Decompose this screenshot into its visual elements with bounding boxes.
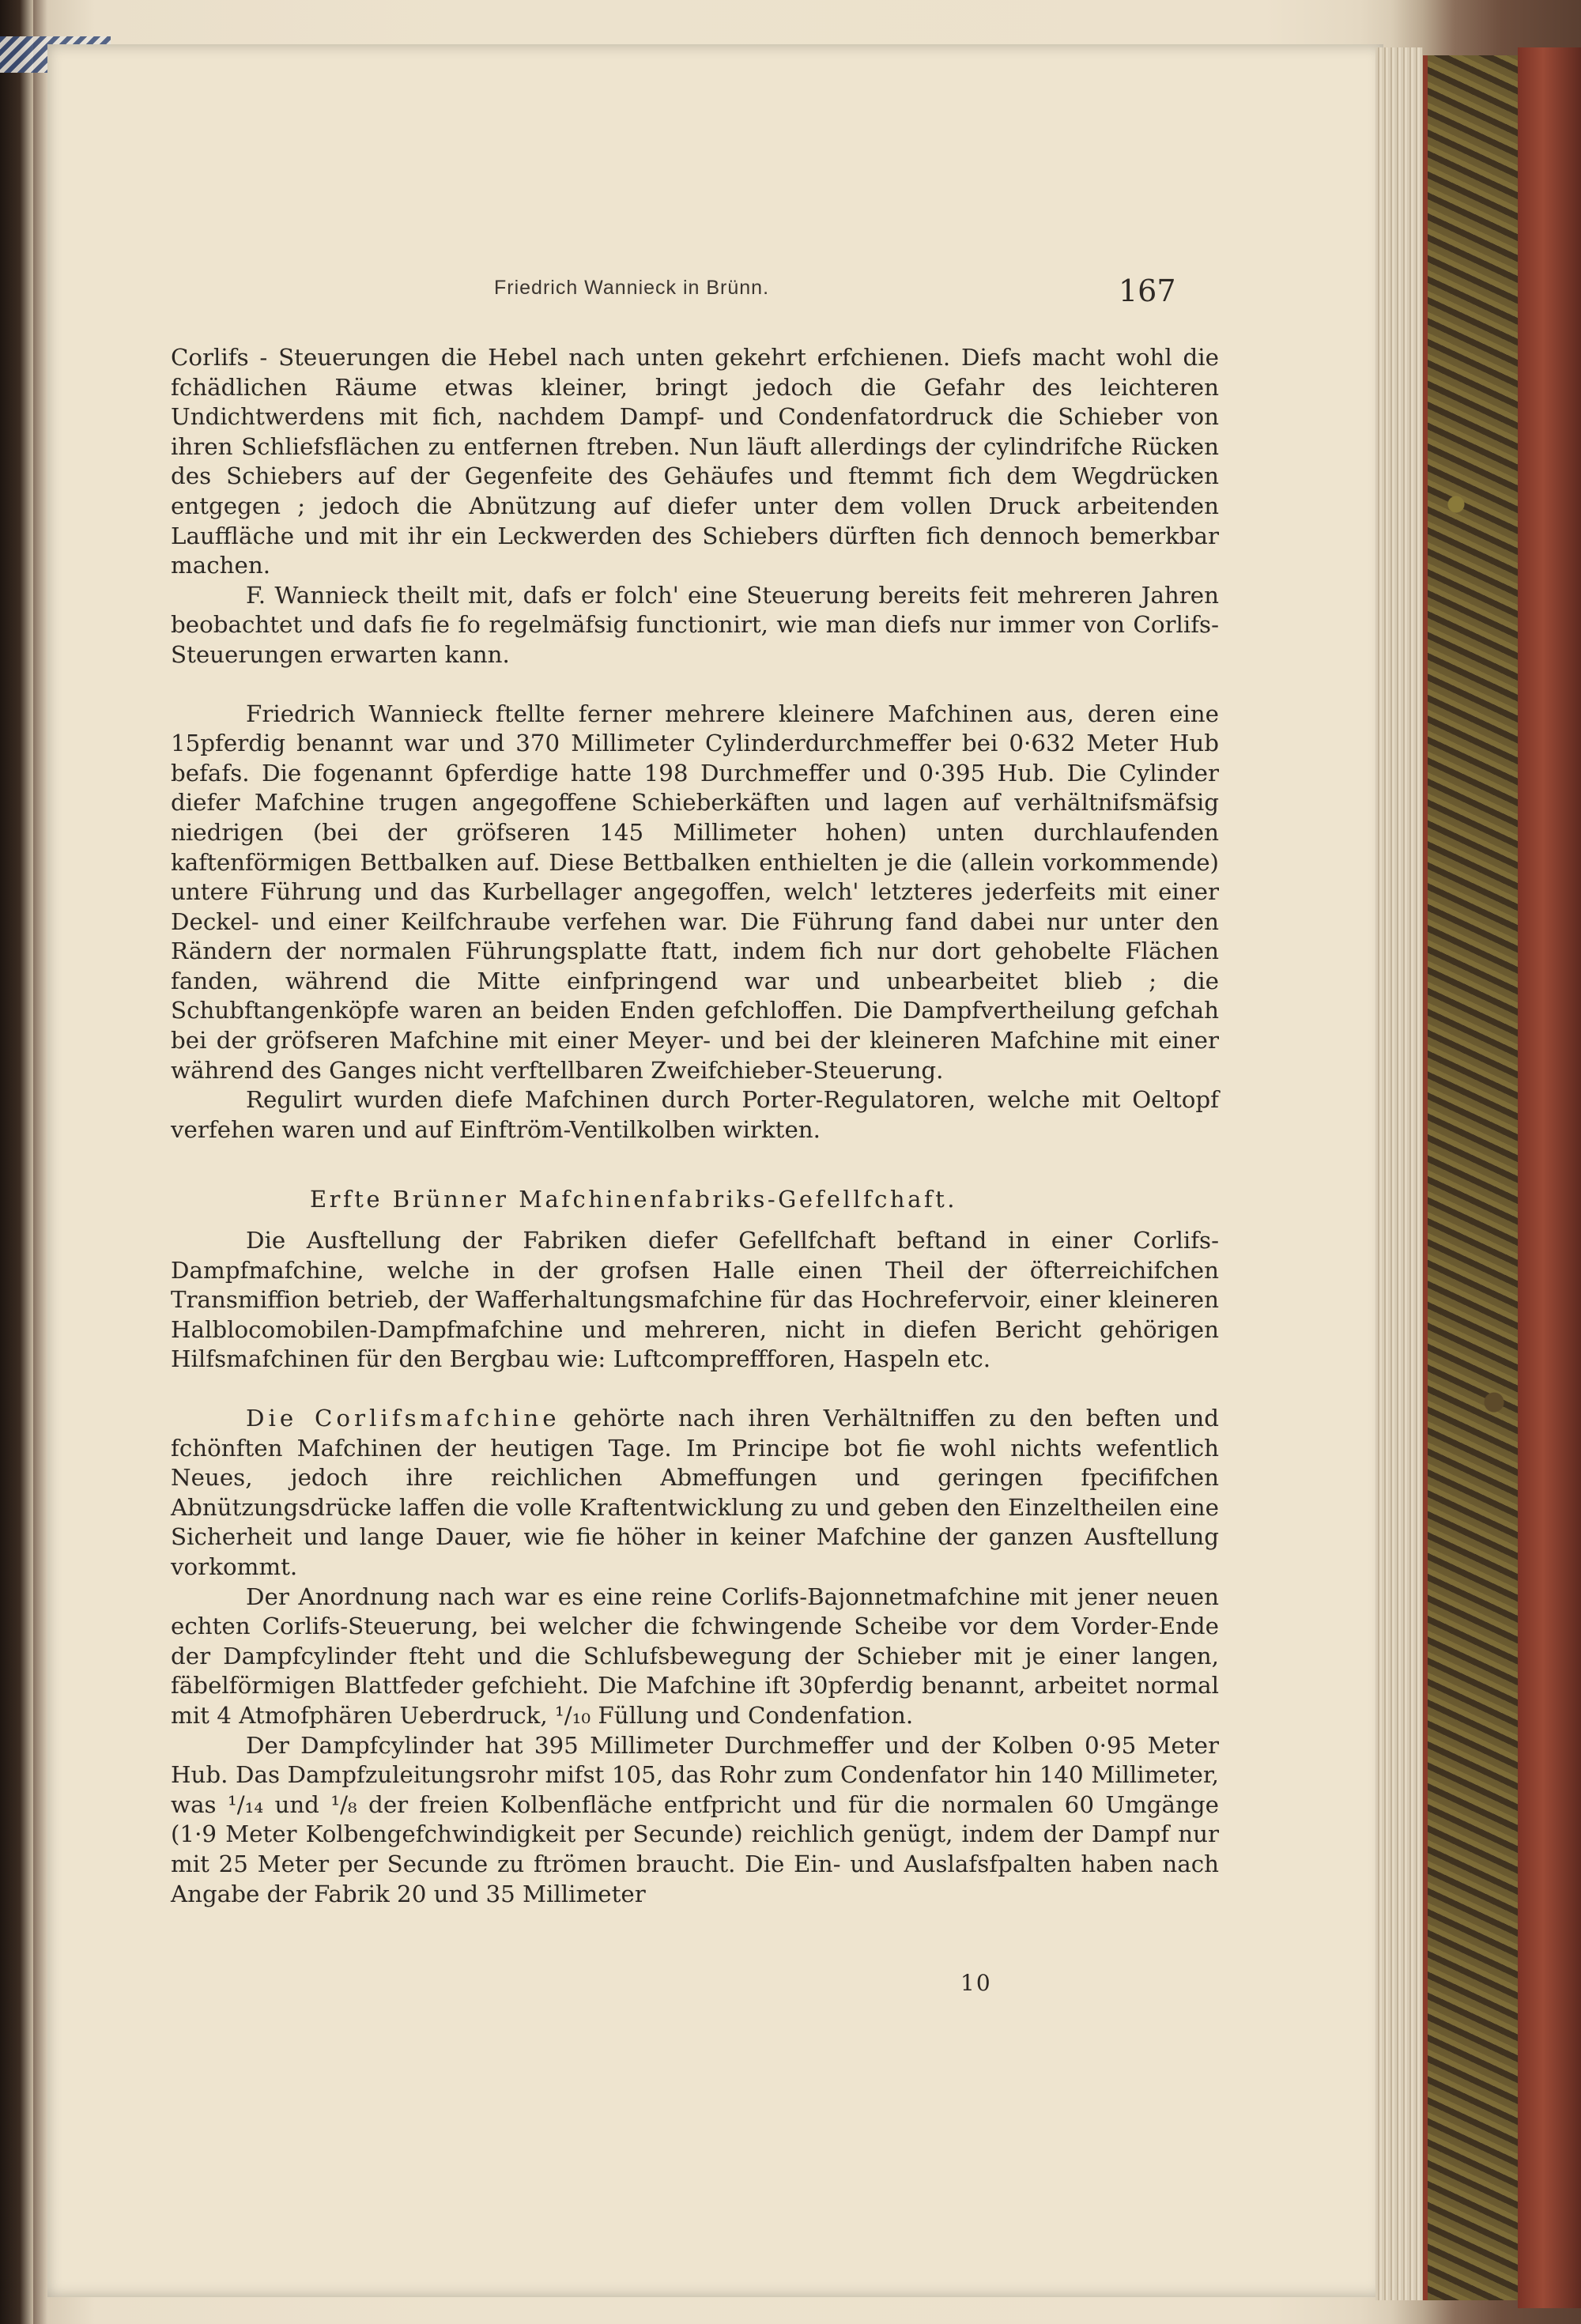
facing-page-edge bbox=[0, 0, 33, 2324]
paragraph-6-text: gehörte nach ihren Verhältniffen zu den beften und fchönften Mafchinen der heutigen Tage. Im Principe bot fie wohl nichts wefentlich Neues, jedoch ihre reichlichen Abmeffungen und geringen fpecififchen Abnützungsdrücke laffen die volle Kraftentwicklung zu und geben den Einzeltheilen eine Sicherheit und lange Dauer, wie fie höher in keiner Mafchine der ganzen Ausftellung vorkommt. bbox=[171, 1405, 1219, 1580]
paragraph-6 bbox=[171, 1404, 1219, 1583]
page-stack-edges bbox=[1375, 47, 1423, 2300]
page-number: 167 bbox=[1119, 274, 1176, 308]
marbled-cover-board bbox=[1423, 55, 1523, 2300]
leather-spine-edge bbox=[1518, 47, 1581, 2308]
paragraph-7: Der Anordnung nach war es eine reine Corlifs-Bajonnetmafchine mit jener neuen echten Corlifs-Steuerung, bei welcher die fchwingende Scheibe vor dem Vorder-Ende der Dampfcylinder fteht und die Schlufsbewegung der Schieber mit je einer langen, fäbelförmigen Blattfeder gefchieht. Die Mafchine ift 30pferdig benannt, arbeitet normal mit 4 Atmofphären Ueberdruck, ¹/₁₀ Füllung und Condenfation. bbox=[171, 1583, 1219, 1729]
main-text bbox=[171, 343, 1219, 1909]
paragraph-4: Regulirt wurden diefe Mafchinen durch Porter-Regulatoren, welche mit Oeltopf verfehen waren und auf Einftröm-Ventilkolben wirkten. bbox=[171, 1086, 1219, 1143]
paragraph-2: F. Wannieck theilt mit, dafs er folch' eine Steuerung bereits feit mehreren Jahren beobachtet und dafs fie fo regelmäfsig functionirt, wie man diefs nur immer von Corlifs-Steuerungen erwarten kann. bbox=[171, 581, 1219, 668]
paragraph-8: Der Dampfcylinder hat 395 Millimeter Durchmeffer und der Kolben 0·95 Meter Hub. Das Dampfzuleitungsrohr mifst 105, das Rohr zum Condenfator hin 140 Millimeter, was ¹/₁₄ und ¹/₈ der freien Kolbenfläche entfpricht und für die normalen 60 Umgänge (1·9 Meter Kolbengefchwindigkeit per Secunde) reichlich genügt, indem der Dampf nur mit 25 Meter per Secunde zu ftrömen braucht. Die Ein- und Auslafsfpalten haben nach Angabe der Fabrik 20 und 35 Millimeter bbox=[171, 1731, 1219, 1907]
section-heading: Erfte Brünner Mafchinenfabriks-Gefellfchaft. bbox=[310, 1186, 957, 1213]
running-head: Friedrich Wannieck in Brünn. bbox=[494, 277, 770, 299]
paragraph-3: Friedrich Wannieck ftellte ferner mehrere kleinere Mafchinen aus, deren eine 15pferdig benannt war und 370 Millimeter Cylinderdurchmeffer bei 0·632 Meter Hub befafs. Die fogenannt 6pferdige hatte 198 Durchmeffer und 0·395 Hub. Die Cylinder diefer Mafchine trugen angegoffene Schieberkäften und lagen auf verhältnifsmäfsig niedrigen (bei der gröfseren 145 Millimeter hohen) unten durchlaufenden kaftenförmigen Bettbalken auf. Diese Bettbalken enthielten je die (allein vorkommende) untere Führung und das Kurbellager angegoffen, welch' letzteres jederfeits mit einer Deckel- und einer Keilfchraube verfehen war. Die Führung fand dabei nur unter den Rändern der normalen Führungsplatte ftatt, indem fich nur dort gehobelte Flächen fanden, während die Mitte einfpringend war und unbearbeitet blieb ; die Schubftangenköpfe waren an beiden Enden gefchloffen. Die Dampfvertheilung gefchah bei der gröfseren Mafchine mit einer Meyer- und bei der kleineren Mafchine mit einer während des Ganges nicht verftellbaren Zweifchieber-Steuerung. bbox=[171, 700, 1219, 1084]
paragraph-6-lead: Die Corlifsmafchine bbox=[246, 1405, 560, 1432]
signature-mark: 10 bbox=[960, 1970, 992, 1996]
paragraph-1: Corlifs - Steuerungen die Hebel nach unten gekehrt erfchienen. Diefs macht wohl die fchädlichen Räume etwas kleiner, bringt jedoch die Gefahr des leichteren Undichtwerdens mit fich, nachdem Dampf- und Condenfatordruck die Schieber von ihren Schliefsflächen zu entfernen ftreben. Nun läuft allerdings der cylindrifche Rücken des Schiebers auf der Gegenfeite des Gehäufes und ftemmt fich dem Wegdrücken entgegen ; jedoch die Abnützung auf diefer unter dem vollen Druck arbeitenden Lauffläche und mit ihr ein Leckwerden des Schiebers dürften fich dennoch bemerkbar machen. bbox=[171, 344, 1219, 579]
paragraph-5: Die Ausftellung der Fabriken diefer Gefellfchaft beftand in einer Corlifs-Dampfmafchine, welche in der grofsen Halle einen Theil der öfterreichifchen Transmiffion betrieb, der Wafferhaltungsmafchine für das Hochrefervoir, einer kleineren Halblocomobilen-Dampfmafchine und mehreren, nicht in diefen Bericht gehörigen Hilfsmafchinen für den Bergbau wie: Luftcompreffforen, Haspeln etc. bbox=[171, 1227, 1219, 1373]
